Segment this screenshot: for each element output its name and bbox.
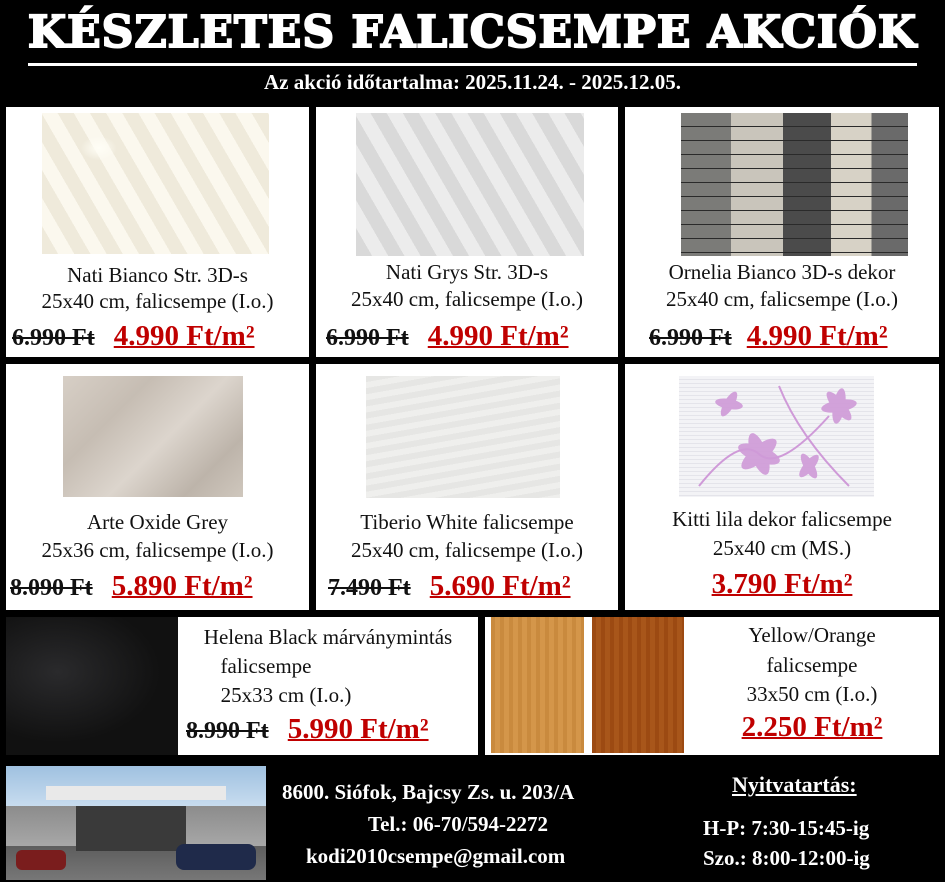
- old-price: 6.990 Ft: [12, 325, 95, 351]
- product-card-arte-oxide: [6, 364, 309, 610]
- product-spec: 25x40 cm, falicsempe (I.o.): [41, 289, 274, 313]
- store-phone: Tel.: 06-70/594-2272: [368, 812, 549, 836]
- product-name: Tiberio White falicsempe: [360, 510, 574, 534]
- product-card-helena: [6, 617, 478, 755]
- tile-image-nati-grys: [356, 113, 584, 256]
- product-card-nati-bianco: [6, 107, 309, 357]
- tile-image-tiberio: [366, 376, 560, 498]
- old-price: 6.990 Ft: [326, 325, 409, 351]
- title-underline: [28, 63, 917, 66]
- sale-price: 4.990 Ft/m²: [427, 320, 569, 352]
- old-price: 6.990 Ft: [649, 325, 732, 351]
- product-spec: 25x40 cm, falicsempe (I.o.): [350, 287, 584, 311]
- flower-pattern-icon: [679, 376, 874, 497]
- opening-hours-title: Nyitvatartás:: [732, 772, 857, 797]
- tile-image-nati-bianco: [42, 113, 269, 254]
- tile-image-arte-oxide: [63, 376, 243, 497]
- product-name: Nati Grys Str. 3D-s: [385, 260, 549, 284]
- title-text: KÉSZLETES FALICSEMPE AKCIÓK: [27, 7, 918, 58]
- sale-price: 3.790 Ft/m²: [711, 568, 853, 600]
- product-name: Helena Black márványmintás: [203, 625, 453, 649]
- product-card-tiberio: [316, 364, 618, 610]
- product-card-nati-grys: [316, 107, 618, 357]
- promo-period: Az akció időtartalma: 2025.11.24. - 2025.12.05.: [263, 70, 682, 94]
- product-spec: 25x40 cm (MS.): [712, 536, 852, 560]
- product-size: 33x50 cm (I.o.): [746, 682, 878, 706]
- store-address: 8600. Siófok, Bajcsy Zs. u. 203/A: [282, 780, 575, 804]
- product-name: Ornelia Bianco 3D-s dekor: [668, 260, 896, 284]
- opening-hours-weekday: H-P: 7:30-15:45-ig: [703, 816, 870, 840]
- tile-image-yellow: [491, 617, 584, 753]
- sale-price: 4.990 Ft/m²: [746, 320, 888, 352]
- product-spec: 25x40 cm, falicsempe (I.o.): [350, 538, 584, 562]
- sale-price: 5.690 Ft/m²: [429, 570, 571, 602]
- sale-price: 5.990 Ft/m²: [287, 713, 429, 745]
- tile-image-kitti: [679, 376, 874, 497]
- product-name: Nati Bianco Str. 3D-s: [67, 263, 248, 287]
- product-spec: 25x40 cm, falicsempe (I.o.): [665, 287, 899, 311]
- store-photo: [6, 766, 266, 880]
- product-spec: 25x36 cm, falicsempe (I.o.): [41, 538, 274, 562]
- sale-price: 2.250 Ft/m²: [741, 711, 883, 743]
- old-price: 8.990 Ft: [186, 718, 269, 744]
- tile-image-ornelia: [681, 113, 908, 256]
- product-name: Yellow/Orange: [748, 623, 876, 647]
- tile-image-orange: [592, 617, 684, 753]
- sale-price: 4.990 Ft/m²: [113, 320, 255, 352]
- product-spec: falicsempe: [220, 654, 312, 678]
- poster-title: [0, 6, 945, 66]
- old-price: 8.090 Ft: [10, 575, 93, 601]
- product-card-yellow-orange: [485, 617, 939, 755]
- product-size: 25x33 cm (I.o.): [220, 683, 352, 707]
- product-name: Arte Oxide Grey: [86, 510, 229, 534]
- footer: [0, 760, 945, 882]
- old-price: 7.490 Ft: [328, 575, 411, 601]
- product-name: Kitti lila dekor falicsempe: [672, 507, 892, 531]
- store-email[interactable]: kodi2010csempe@gmail.com: [306, 844, 566, 868]
- product-card-kitti: [625, 364, 939, 610]
- product-spec: falicsempe: [766, 653, 858, 677]
- product-card-ornelia: [625, 107, 939, 357]
- sale-price: 5.890 Ft/m²: [111, 570, 253, 602]
- opening-hours-saturday: Szo.: 8:00-12:00-ig: [703, 846, 870, 870]
